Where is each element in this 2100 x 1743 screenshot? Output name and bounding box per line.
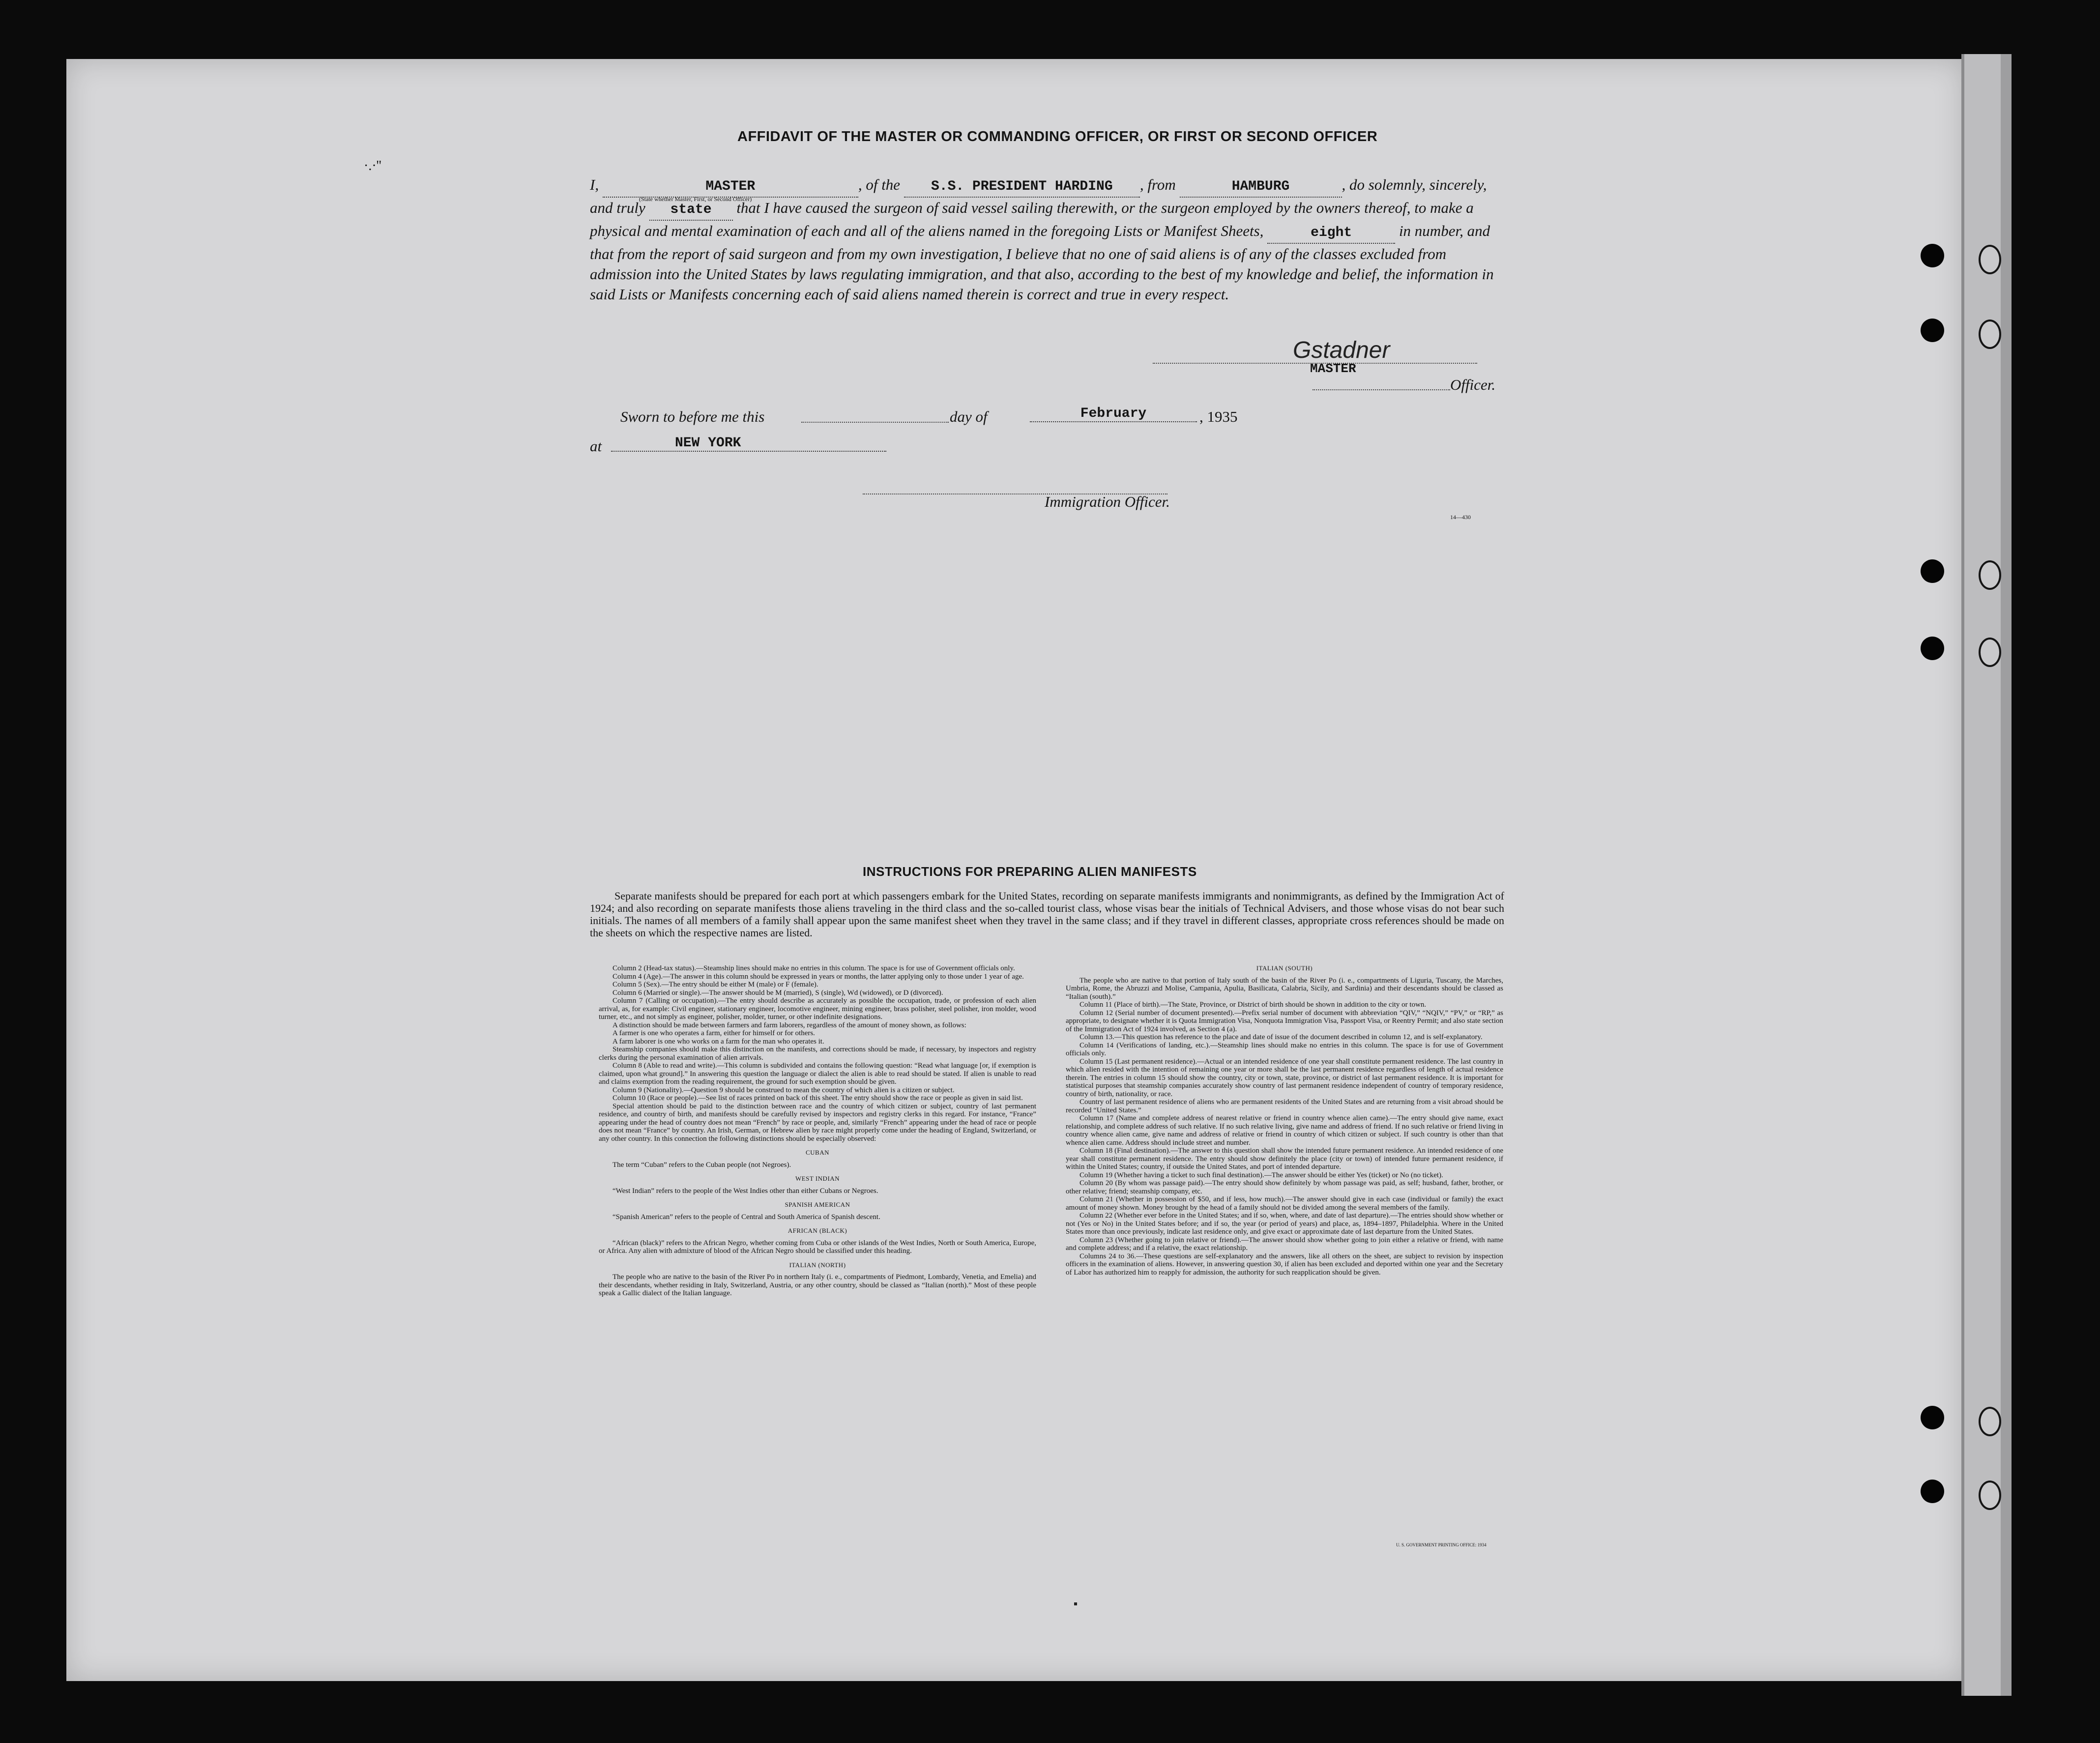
- binder-ring: [1979, 1481, 2001, 1510]
- heading-italian-north: ITALIAN (NORTH): [789, 1261, 846, 1269]
- form-number: 14—430: [1450, 514, 1471, 521]
- right-paragraphs: [1066, 977, 1503, 1277]
- punch-hole: [1921, 1480, 1944, 1503]
- affidavit-of-the: , of the: [858, 176, 901, 193]
- signature-role: MASTER: [1310, 361, 1356, 376]
- heading-italian-south: ITALIAN (SOUTH): [1256, 964, 1313, 972]
- instructions-right-column: [1066, 964, 1503, 1277]
- affidavit-solemnly: solemnly, sincerely, and truly: [590, 176, 1487, 216]
- right-paragraph: Column 19 (Whether having a ticket to such final destination).—The answer should be either Yes (ticket) or No (no ticket).: [1079, 1171, 1443, 1179]
- year-field: , 1935: [1199, 408, 1238, 425]
- heading-african: AFRICAN (BLACK): [788, 1227, 847, 1234]
- right-paragraph: Column 17 (Name and complete address of nearest relative or friend in country whence alien came).—The entry should give name, exact relationship, and complete address of such relative. If no such relative living, give name and address of friend. If no such relative or friend living in country whence alien came, give name and address of relative or friend in country of which citizen or subject. If such country is other than that whence alien came. Address should include street and number.: [1066, 1114, 1503, 1147]
- right-paragraph: Column 20 (By whom was passage paid).—The entry should show definitely by whom passage was paid, as self; husband, father, brother, or other relative; friend; steamship company, etc.: [1066, 1179, 1503, 1195]
- master-signature: Gstadner: [1293, 337, 1390, 363]
- left-paragraph: A farmer is one who operates a farm, either for himself or for others.: [612, 1029, 815, 1037]
- left-paragraph: A farm laborer is one who works on a farm for the man who operates it.: [612, 1037, 824, 1046]
- heading-cuban: CUBAN: [805, 1149, 829, 1156]
- verb-field: state: [649, 200, 733, 221]
- left-paragraph: Column 5 (Sex).—The entry should be either M (male) or F (female).: [612, 981, 818, 988]
- right-paragraph: Column 21 (Whether in possession of $50, and if less, how much).—The answer should give in each case (individual or family) the exact amount of money shown. Money brought by the head of a family should not be divided among the several members of the family.: [1066, 1195, 1503, 1212]
- speck: [1074, 1602, 1077, 1605]
- right-paragraph: Column 14 (Verifications of landing, etc.).—Steamship lines should make no entries in this column. The space is for use of Government officials only.: [1066, 1041, 1503, 1057]
- binder-ring: [1979, 320, 2001, 349]
- left-paragraph: A distinction should be made between farmers and farm laborers, regardless of the amount of money shown, as follows:: [612, 1021, 966, 1029]
- right-paragraph: Column 11 (Place of birth).—The State, Province, or District of birth should be shown in addition to the city or town.: [1079, 1001, 1427, 1009]
- affidavit-body-2: in number, and that from the report of said surgeon and from my own investigation, I believe that no one of said aliens is of any of the classes excluded from admission into the United States by laws regulating immigration, and that also, according to the best of my knowledge and belief, the information in said Lists or Manifests concerning each of said aliens named therein is correct and true in every respect.: [590, 222, 1494, 303]
- immigration-officer-label: Immigration Officer.: [1045, 493, 1170, 510]
- binder-ring: [1979, 560, 2001, 590]
- right-paragraph: Country of last permanent residence of aliens who are permanent residents of the United States and are returning from a visit abroad should be recorded “United States.”: [1066, 1098, 1503, 1114]
- left-paragraph: Steamship companies should make this distinction on the manifests, and corrections should be made, if necessary, by inspectors and registry clerks during the personal examination of alien arrivals.: [599, 1046, 1036, 1062]
- punch-hole: [1921, 319, 1944, 342]
- right-paragraph: Column 13.—This question has reference to the place and date of issue of the document described in column 12, and is self-explanatory.: [1079, 1033, 1483, 1041]
- officer-label: Officer.: [1450, 376, 1496, 393]
- paragraph-spanish-american: “Spanish American” refers to the people of Central and South America of Spanish descent.: [612, 1213, 880, 1221]
- right-paragraph: Column 18 (Final destination).—The answer to this question shall show the intended future permanent residence. An intended residence of one year shall constitute permanent residence. The entry should show definitely the place (city or town) of intended future permanent residence, if within the United States; country, if outside the United States, and port of intended departure.: [1066, 1147, 1503, 1171]
- instructions-title: INSTRUCTIONS FOR PREPARING ALIEN MANIFESTS: [863, 864, 1197, 879]
- port-field: HAMBURG: [1180, 176, 1342, 198]
- heading-west-indian: WEST INDIAN: [795, 1175, 840, 1182]
- month-field: February: [1030, 406, 1197, 422]
- binder-ring: [1979, 1407, 2001, 1436]
- affidavit-i: I,: [590, 176, 599, 193]
- binder-ring: [1979, 638, 2001, 667]
- binder-edge-outer: [2001, 54, 2012, 1696]
- vessel-field: S.S. PRESIDENT HARDING: [904, 176, 1140, 198]
- at-label: at: [590, 437, 602, 455]
- right-paragraph: Column 15 (Last permanent residence).—Actual or an intended residence of one year shall constitute permanent residence. The last country in which alien resided with the intention of remaining one year or more shall be the last permanent residence regardless of length of actual residence therein. The entries in column 15 should show the country, city or town, state, province, or district of last permanent residence. It is important for statistical purposes that steamship companies accurately show country of last permanent residence independent of country of temporary residence, country of birth, nationality, or race.: [1066, 1057, 1503, 1098]
- instructions-intro: Separate manifests should be prepared for each port at which passengers embark for the United States, recording on separate manifests immigrants and nonimmigrants, as defined by the Immigration Act of 1924; and also recording on separate manifests those aliens traveling in the third class and the so-called tourist class, whose visas bear the initials of Technical Advisers, and those whose visas do not bear such initials. The names of all members of a family shall appear upon the same manifest sheet when they travel in the same class; and if they travel in different classes, appropriate cross references should be made on the sheets on which the respective names are listed.: [590, 890, 1504, 939]
- left-paragraph: Column 10 (Race or people).—See list of races printed on back of this sheet. The entry should show the race or people as given in said list.: [612, 1094, 1023, 1102]
- binder-edge: [1961, 54, 2004, 1696]
- place-field: NEW YORK: [611, 436, 886, 452]
- left-paragraph: Column 8 (Able to read and write).—This column is subdivided and contains the following question: “Read what language [or, if exemption is claimed, upon what ground].” In answering this question the language or dialect the alien is able to read should be stated. If alien is unable to read and claims exemption from the reading requirement, the ground for such exemption should be given.: [599, 1062, 1036, 1086]
- day-of-label: day of: [950, 408, 988, 425]
- left-paragraph: Column 2 (Head-tax status).—Steamship lines should make no entries in this column. The space is for use of Government officials only.: [612, 964, 1015, 972]
- left-paragraph: Column 7 (Calling or occupation).—The entry should describe as accurately as possible the occupation, trade, or profession of each alien arrival, as, for example: Civil engineer, stationary engineer, locomotive engineer, mining engineer, brass polisher, steel polisher, iron molder, wood turner, etc., and not simply as engineer, polisher, molder, turner, or other indefinite designations.: [599, 997, 1036, 1021]
- binder-ring: [1979, 245, 2001, 274]
- right-paragraph: Columns 24 to 36.—These questions are self-explanatory and the answers, like all others on the sheet, are subject to revision by inspection officers in the examination of aliens. However, in answering question 30, if alien has been excluded and deported within one year and the Secretary of Labor has authorized him to reapply for admission, the authority for such reapplication should be given.: [1066, 1252, 1503, 1277]
- right-paragraph: Column 23 (Whether going to join relative or friend).—The answer should show whether going to join either a relative or friend, with name and complete address; and if a relative, the exact relationship.: [1066, 1236, 1503, 1252]
- paragraph-italian-north: The people who are native to the basin of the River Po in northern Italy (i. e., compartments of Piedmont, Lombardy, Venetia, and Emelia) and their descendants, whether residing in Italy, Switzerland, Austria, or any other country, should be classed as “Italian (north).” Most of these people speak a Gallic dialect of the Italian language.: [599, 1273, 1036, 1297]
- instructions-left-column: [599, 964, 1036, 1298]
- day-field: [801, 422, 949, 423]
- punch-hole: [1921, 244, 1944, 267]
- affidavit-from: , from: [1139, 176, 1176, 193]
- left-paragraph: Special attention should be paid to the distinction between race and the country of which citizen or subject, country of last permanent residence, and country of birth, and manifests should be carefully revised by inspectors and registry clerks in this regard. For instance, “France” appearing under the head of country does not mean “French” by race or people, and, similarly “French” appearing under the head of race or people does not mean “France” by country. An Irish, German, or Hebrew alien by race might properly come under the heading of England, Switzerland, or any other country. In this connection the following distinctions should be especially observed:: [599, 1102, 1036, 1143]
- affidavit-body-1: that I have caused the surgeon of said vessel sailing therewith, or the surgeon employed by the owners thereof, to make a physical and mental examination of each and all of the aliens named in the foregoing Lists or Manifest Sheets,: [590, 199, 1474, 239]
- paragraph-cuban: The term “Cuban” refers to the Cuban people (not Negroes).: [612, 1161, 791, 1169]
- right-paragraph: Column 12 (Serial number of document presented).—Prefix serial number of document with abbreviation “QIV,” “NQIV,” “PV,” or “RP,” as appropriate, to designate whether it is Quota Immigration Visa, Nonquota Immigration Visa, Passport Visa, or Reentry Permit; and also state section of the Immigration Act of 1924 involved, as Section 4 (a).: [1066, 1009, 1503, 1033]
- punch-hole: [1921, 637, 1944, 660]
- affidavit-do: , do: [1342, 176, 1365, 193]
- paragraph-african: “African (black)” refers to the African Negro, whether coming from Cuba or other islands of the West Indies, North or South America, Europe, or Africa. Any alien with admixture of blood of the African Negro should be classified under this heading.: [599, 1239, 1036, 1255]
- affidavit-title: AFFIDAVIT OF THE MASTER OR COMMANDING OFFICER, OR FIRST OR SECOND OFFICER: [737, 129, 1378, 145]
- right-paragraph: The people who are native to that portion of Italy south of the basin of the River Po (i. e., compartments of Liguria, Tuscany, the Marches, Umbria, Rome, the Abruzzi and Molise, Campania, Apulia, Basilicata, Calabria, Sicily, and Sardinia) and their descendants should be classed as “Italian (south).”: [1066, 976, 1503, 1001]
- officer-line: [1312, 389, 1450, 390]
- printer-note: U. S. GOVERNMENT PRINTING OFFICE: 1934: [1396, 1542, 1487, 1547]
- rank-field: MASTER: [603, 176, 858, 198]
- punch-hole: [1921, 1406, 1944, 1429]
- rank-note: (State whether Master, First, or Second Officer): [639, 196, 752, 203]
- paragraph-west-indian: “West Indian” refers to the people of the West Indies other than either Cubans or Negroes.: [612, 1187, 878, 1195]
- sheets-field: eight: [1267, 223, 1395, 244]
- left-paragraph: Column 9 (Nationality).—Question 9 should be construed to mean the country of which alien is a citizen or subject.: [612, 1086, 955, 1094]
- heading-spanish-american: SPANISH AMERICAN: [785, 1201, 850, 1208]
- punch-hole: [1921, 559, 1944, 583]
- sworn-label: Sworn to before me this: [620, 408, 765, 425]
- left-paragraph: Column 6 (Married or single).—The answer should be M (married), S (single), Wd (widowed), or D (divorced).: [612, 988, 943, 997]
- left-paragraph: Column 4 (Age).—The answer in this column should be expressed in years or months, the latter applying only to those under 1 year of age.: [612, 972, 1024, 981]
- stray-mark: ·.·'': [364, 158, 381, 174]
- left-paragraphs: [599, 964, 1036, 1143]
- right-paragraph: Column 22 (Whether ever before in the United States; and if so, when, where, and date of last departure).—The entries should show whether or not (Yes or No) in the United States before; and if so, the year (or period of years) and place, as, 1894–1897, Philadelphia. Where in the United States more than once previously, indicate last residence only, and give exact or approximate date of last departure from the United States.: [1066, 1212, 1503, 1236]
- affidavit-body: [590, 174, 1504, 304]
